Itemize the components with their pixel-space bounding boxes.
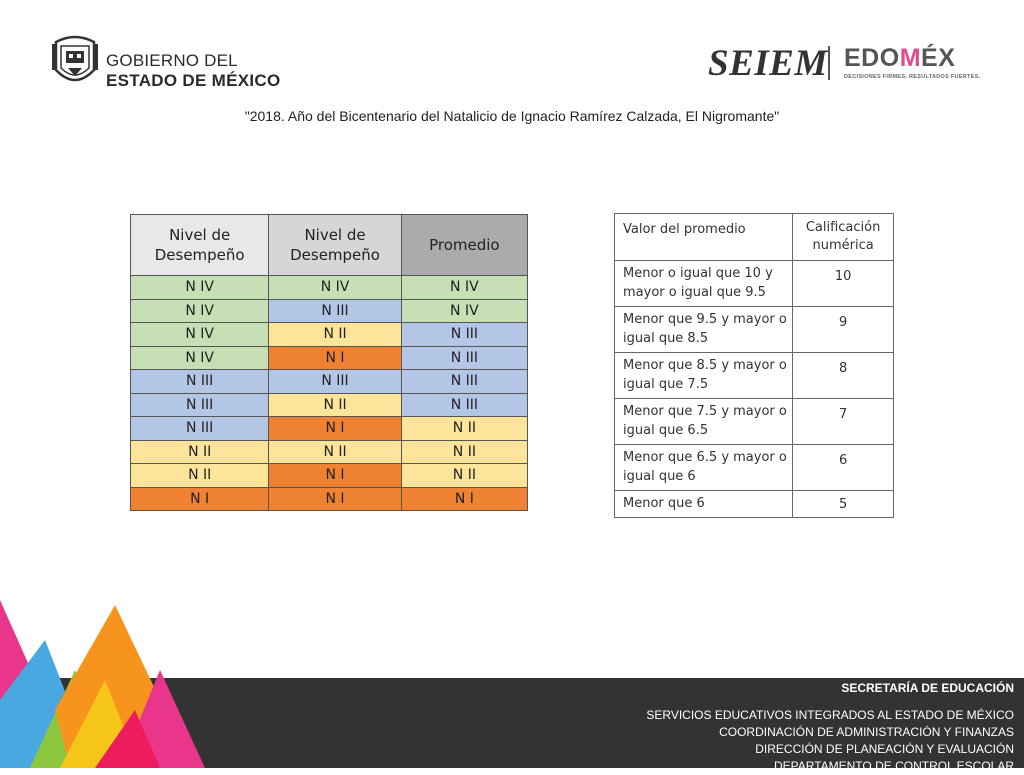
header-nivel-desempeno-1: Nivel de Desempeño xyxy=(131,215,269,276)
table-row xyxy=(131,276,528,300)
footer-text xyxy=(646,680,1014,775)
range-cell: Menor o igual que 10 y mayor o igual que 9.5 xyxy=(615,261,793,307)
logo-divider xyxy=(828,46,830,80)
table-cell: N III xyxy=(401,370,527,394)
table-row xyxy=(131,323,528,347)
table-cell: N II xyxy=(269,323,401,347)
table-header-row xyxy=(131,215,528,276)
table-row xyxy=(131,417,528,441)
gov-line1: GOBIERNO DEL xyxy=(106,51,238,70)
edomex-part-a: EDO xyxy=(844,44,900,72)
edomex-part-b: ÉX xyxy=(921,44,956,72)
range-cell: Menor que 6.5 y mayor o igual que 6 xyxy=(615,445,793,491)
grade-table-body xyxy=(615,261,894,518)
table-cell: N I xyxy=(401,487,527,511)
footer-line-4: DEPARTAMENTO DE CONTROL ESCOLAR xyxy=(773,759,1014,773)
table-row xyxy=(131,346,528,370)
table-cell: N II xyxy=(401,464,527,488)
table-row xyxy=(615,399,894,445)
government-logo-text xyxy=(106,52,281,89)
grade-cell: 10 xyxy=(793,261,894,307)
grade-cell: 8 xyxy=(793,353,894,399)
table-cell: N IV xyxy=(131,323,269,347)
table-cell: N IV xyxy=(401,299,527,323)
table-cell: N I xyxy=(269,464,401,488)
table-cell: N IV xyxy=(131,346,269,370)
table-row xyxy=(131,487,528,511)
table-row xyxy=(131,299,528,323)
edomex-logo xyxy=(844,44,980,80)
table-row xyxy=(615,491,894,518)
table-cell: N III xyxy=(401,346,527,370)
table-cell: N III xyxy=(269,299,401,323)
table-cell: N III xyxy=(131,417,269,441)
range-cell: Menor que 8.5 y mayor o igual que 7.5 xyxy=(615,353,793,399)
table-cell: N III xyxy=(269,370,401,394)
grade-cell: 9 xyxy=(793,307,894,353)
table-cell: N IV xyxy=(131,299,269,323)
range-cell: Menor que 6 xyxy=(615,491,793,518)
footer-line-2: COORDINACIÓN DE ADMINISTRACIÓN Y FINANZAS xyxy=(719,725,1014,739)
gov-line2: ESTADO DE MÉXICO xyxy=(106,71,281,90)
edomex-tagline: DECISIONES FIRMES, RESULTADOS FUERTES. xyxy=(844,74,981,80)
footer-secretaria: SECRETARÍA DE EDUCACIÓN xyxy=(841,681,1014,695)
coat-of-arms-icon xyxy=(50,34,100,88)
table-row xyxy=(615,445,894,491)
table-cell: N II xyxy=(401,440,527,464)
table-cell: N IV xyxy=(269,276,401,300)
table-row xyxy=(131,370,528,394)
header-valor-promedio: Valor del promedio xyxy=(615,214,793,261)
table-cell: N II xyxy=(131,464,269,488)
table-cell: N IV xyxy=(401,276,527,300)
table-cell: N III xyxy=(131,370,269,394)
grade-cell: 6 xyxy=(793,445,894,491)
table-cell: N II xyxy=(131,440,269,464)
table-row xyxy=(615,261,894,307)
performance-table-body xyxy=(131,276,528,511)
grade-conversion-table xyxy=(614,213,894,518)
table-cell: N I xyxy=(269,417,401,441)
footer-line-1: SERVICIOS EDUCATIVOS INTEGRADOS AL ESTADO DE MÉXICO xyxy=(646,708,1014,722)
edomex-m: M xyxy=(899,44,922,72)
table-row xyxy=(131,440,528,464)
table-cell: N III xyxy=(401,393,527,417)
table-cell: N III xyxy=(401,323,527,347)
table-cell: N III xyxy=(131,393,269,417)
table-cell: N I xyxy=(269,487,401,511)
motto-text: "2018. Año del Bicentenario del Natalicio de Ignacio Ramírez Calzada, El Nigromante" xyxy=(244,108,780,124)
table-row xyxy=(615,353,894,399)
table-cell: N I xyxy=(269,346,401,370)
range-cell: Menor que 7.5 y mayor o igual que 6.5 xyxy=(615,399,793,445)
table-cell: N IV xyxy=(131,276,269,300)
grade-cell: 5 xyxy=(793,491,894,518)
header-promedio: Promedio xyxy=(401,215,527,276)
table-cell: N I xyxy=(131,487,269,511)
table-cell: N II xyxy=(269,440,401,464)
range-cell: Menor que 9.5 y mayor o igual que 8.5 xyxy=(615,307,793,353)
table-row xyxy=(615,307,894,353)
table-row xyxy=(131,464,528,488)
decorative-triangles xyxy=(0,600,210,768)
header-nivel-desempeno-2: Nivel de Desempeño xyxy=(269,215,401,276)
table-cell: N II xyxy=(269,393,401,417)
seiem-logo: SEIEM xyxy=(708,43,828,84)
header-calificacion: Calificación numérica xyxy=(793,214,894,261)
footer-line-3: DIRECCIÓN DE PLANEACIÓN Y EVALUACIÓN xyxy=(755,742,1014,756)
grade-cell: 7 xyxy=(793,399,894,445)
table-row xyxy=(131,393,528,417)
table-header-row xyxy=(615,214,894,261)
table-cell: N II xyxy=(401,417,527,441)
performance-level-table xyxy=(130,214,528,511)
